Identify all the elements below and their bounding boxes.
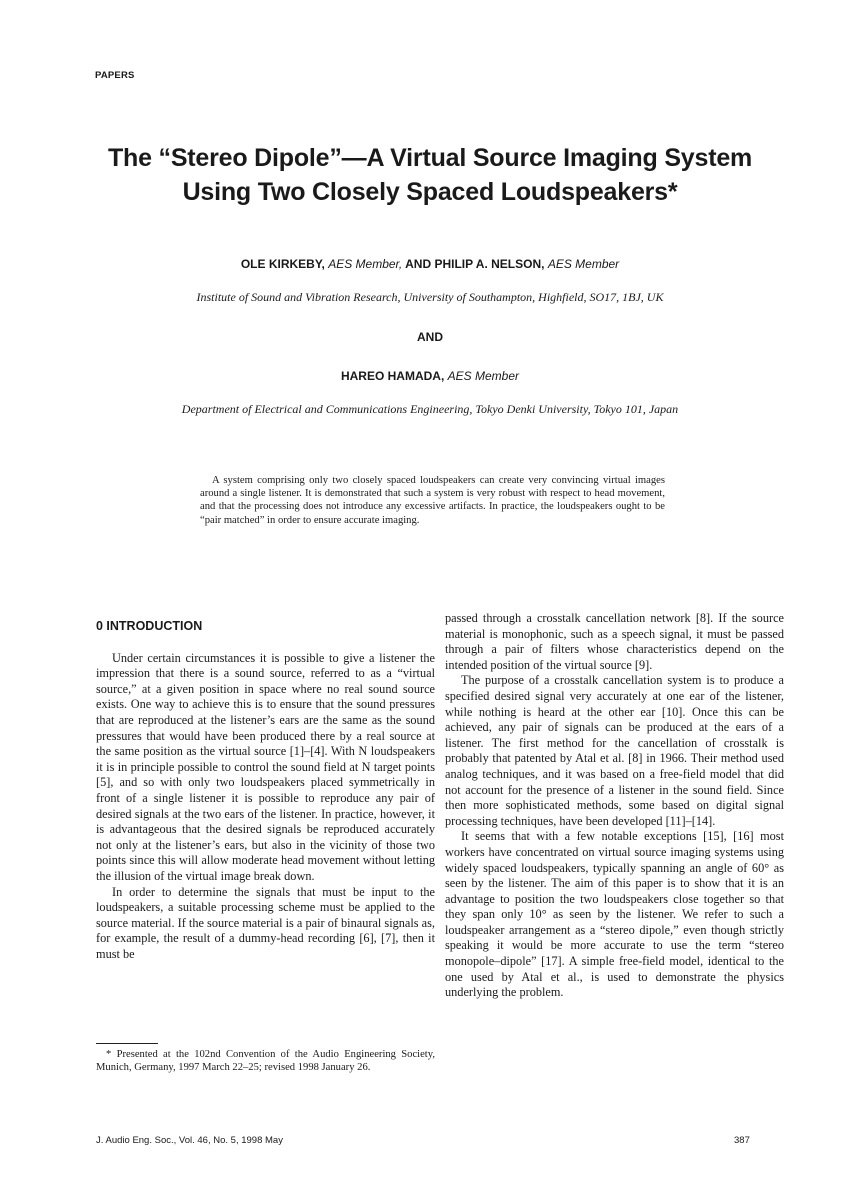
footnote: * Presented at the 102nd Convention of the Audio Engineering Society, Munich, Germany, 1997 March 22–25; revised 1998 January 26. — [96, 1049, 435, 1073]
running-head: PAPERS — [95, 70, 135, 81]
author-membership-2: AES Member — [547, 257, 620, 271]
footnote-rule — [96, 1043, 158, 1044]
body-column-left — [96, 616, 435, 962]
author-group-separator: AND — [417, 330, 443, 344]
body-paragraph: Under certain circumstances it is possible to give a listener the impression that there is a sound source, referred to as a “virtual source,” at a given position in space where no real sound source exists. One way to achieve this is to ensure that the sound pressures that are reproduced at the listener’s ears are the same as the sound pressures that would have been produced there by a real source at the same position as the virtual source [1]–[4]. With N loudspeakers it is in principle possible to control the sound field at N target points [5], and so with only two loudspeakers placed symmetrically in front of a single listener it is possible to reproduce any pair of desired signals at the two ears of the listener. In practice, however, it is advantageous that the desired signals be reproduced accurately not only at the listener’s ears, but also in the vicinity of those two points since this will allow moderate head movement without letting the illusion of the virtual image break down. — [96, 650, 435, 883]
body-paragraph: It seems that with a few notable exceptions [15], [16] most workers have concentrated on virtual source imaging systems using widely spaced loudspeakers, typically spanning an angle of 60° as seen by the listener. The aim of this paper is to show that it is an advantage to position the two loudspeakers close together so that they span only 10° as seen by the listener. We refer to such a loudspeaker arrangement as a “stereo dipole,” even though strictly speaking it would be more accurate to use the term “stereo monopole–dipole” [17]. A simple free-field model, identical to the one used by Atal et al., is used to demonstrate the physics underlying the problem. — [445, 829, 784, 1000]
author-line-2 — [60, 369, 800, 383]
author-conjunction: AND — [405, 257, 432, 271]
paper-title — [60, 141, 800, 209]
title-line-2: Using Two Closely Spaced Loudspeakers* — [182, 178, 678, 206]
body-paragraph: In order to determine the signals that must be input to the loudspeakers, a suitable processing scheme must be applied to the source material. If the source material is a pair of binaural signals as, for example, the result of a dummy-head recording [6], [7], then it must be — [96, 884, 435, 961]
author-membership-1: AES Member, — [328, 257, 403, 271]
affiliation-1: Institute of Sound and Vibration Research, University of Southampton, Highfield, SO17, 1BJ, UK — [196, 290, 664, 304]
title-line-1: The “Stereo Dipole”—A Virtual Source Imaging System — [107, 144, 753, 172]
section-heading: 0 INTRODUCTION — [96, 619, 203, 633]
abstract: A system comprising only two closely spaced loudspeakers can create very convincing virtual images around a single listener. It is demonstrated that such a system is very robust with respect to head movement, and that the processing does not introduce any excessive artifacts. In practice, the loudspeakers ought to be “pair matched” in order to ensure accurate imaging. — [200, 475, 665, 526]
author-line-1 — [60, 257, 800, 271]
body-paragraph: The purpose of a crosstalk cancellation system is to produce a specified desired signal very accurately at one ear of the listener, while nothing is heard at the other ear [10]. Once this can be achieved, any pair of signals can be produced at the ears of a listener. The first method for the cancellation of crosstalk is probably that patented by Atal et al. [8] in 1966. Their method used analog techniques, and it was based on a free-field model that did not account for the presence of a listener in the sound field. Since then more sophisticated methods, some based on digital signal processing techniques, have been developed [11]–[14]. — [445, 673, 784, 828]
author-name-hamada: HAREO HAMADA, — [340, 369, 445, 383]
author-membership-3: AES Member — [447, 369, 520, 383]
author-name-nelson: PHILIP A. NELSON, — [434, 257, 545, 271]
author-name-kirkeby: OLE KIRKEBY, — [240, 257, 325, 271]
affiliation-2: Department of Electrical and Communications Engineering, Tokyo Denki University, Tokyo 101, Japan — [181, 402, 679, 416]
journal-reference: J. Audio Eng. Soc., Vol. 46, No. 5, 1998 May — [96, 1135, 283, 1146]
body-column-right — [445, 611, 784, 1001]
body-paragraph: passed through a crosstalk cancellation network [8]. If the source material is monophonic, such as a speech signal, it must be passed through a pair of filters whose characteristics depend on the intended position of the virtual source [9]. — [445, 611, 784, 672]
page-number: 387 — [734, 1135, 750, 1146]
